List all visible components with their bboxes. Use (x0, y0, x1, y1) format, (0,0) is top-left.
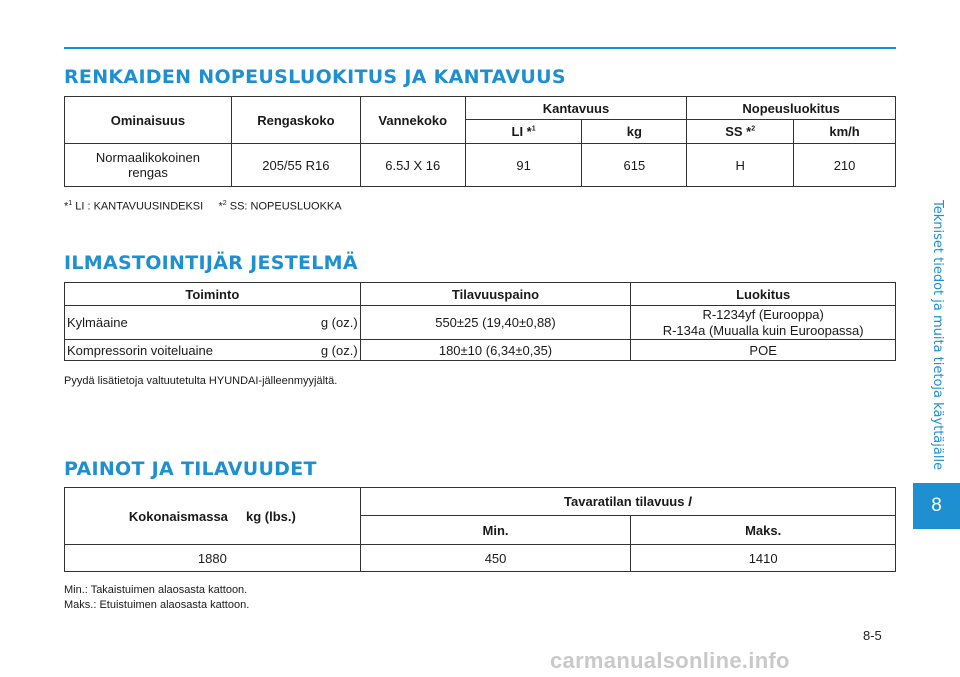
header-kg: kg (582, 120, 687, 144)
weights-note-min: Min.: Takaistuimen alaosasta kattoon. (64, 584, 248, 596)
header-kokonaismassa: Kokonaismassa kg (lbs.) (65, 488, 361, 545)
cell-kylmaaine-class: R-1234yf (Eurooppa) R-134a (Muualla kuin Euroopassa) (631, 306, 896, 340)
cell-maks: 1410 (631, 545, 896, 572)
header-li: LI *$^1$ (465, 120, 582, 144)
header-rengaskoko: Rengaskoko (231, 97, 360, 144)
weights-table (64, 487, 896, 572)
chapter-side-label: Tekniset tiedot ja muita tietoja käyttäjälle (930, 200, 945, 471)
top-rule (64, 47, 896, 49)
cell-kg: 615 (582, 144, 687, 187)
cell-min: 450 (360, 545, 631, 572)
cell-kokonaismassa: 1880 (65, 545, 361, 572)
header-luokitus: Luokitus (631, 283, 896, 306)
chapter-tab[interactable]: 8 (913, 483, 960, 529)
page-number: 8-5 (863, 628, 882, 643)
cell-rengaskoko: 205/55 R16 (231, 144, 360, 187)
ac-table (64, 282, 896, 361)
weights-section-title: PAINOT JA TILAVUUDET (64, 458, 317, 480)
cell-ss: H (687, 144, 794, 187)
header-ominaisuus: Ominaisuus (65, 97, 232, 144)
watermark: carmanualsonline.info (550, 648, 790, 673)
weights-note-maks: Maks.: Etuistuimen alaosasta kattoon. (64, 599, 250, 611)
cell-vannekoko: 6.5J X 16 (360, 144, 465, 187)
cell-ominaisuus: Normaalikokoinen rengas (65, 144, 232, 187)
cell-li: 91 (465, 144, 582, 187)
ac-section-title: ILMASTOINTIJÄR JESTELMÄ (64, 252, 358, 274)
cell-voiteluaine-class: POE (631, 340, 896, 361)
cell-kylmaaine: Kylmäaine g (oz.) (65, 306, 361, 340)
header-vannekoko: Vannekoko (360, 97, 465, 144)
header-nopeusluokitus: Nopeusluokitus (687, 97, 896, 120)
header-kantavuus: Kantavuus (465, 97, 687, 120)
header-kmh: km/h (794, 120, 896, 144)
cell-voiteluaine: Kompressorin voiteluaine g (oz.) (65, 340, 361, 361)
header-maks: Maks. (631, 516, 896, 545)
header-min: Min. (360, 516, 631, 545)
header-ss: SS *$^2$ (687, 120, 794, 144)
tire-footnotes: *$^1$ LI : KANTAVUUSINDEKSI *$^2$ SS: NOPEUSLUOKKA (64, 200, 342, 213)
tire-section-title: RENKAIDEN NOPEUSLUOKITUS JA KANTAVUUS (64, 66, 566, 88)
ac-note: Pyydä lisätietoja valtuutetulta HYUNDAI-jälleenmyyjältä. (64, 375, 338, 387)
cell-voiteluaine-amount: 180±10 (6,34±0,35) (360, 340, 631, 361)
tire-table (64, 96, 896, 187)
cell-kylmaaine-amount: 550±25 (19,40±0,88) (360, 306, 631, 340)
header-toiminto: Toiminto (65, 283, 361, 306)
header-tavaratila: Tavaratilan tilavuus l (360, 488, 895, 516)
header-tilavuuspaino: Tilavuuspaino (360, 283, 631, 306)
cell-kmh: 210 (794, 144, 896, 187)
